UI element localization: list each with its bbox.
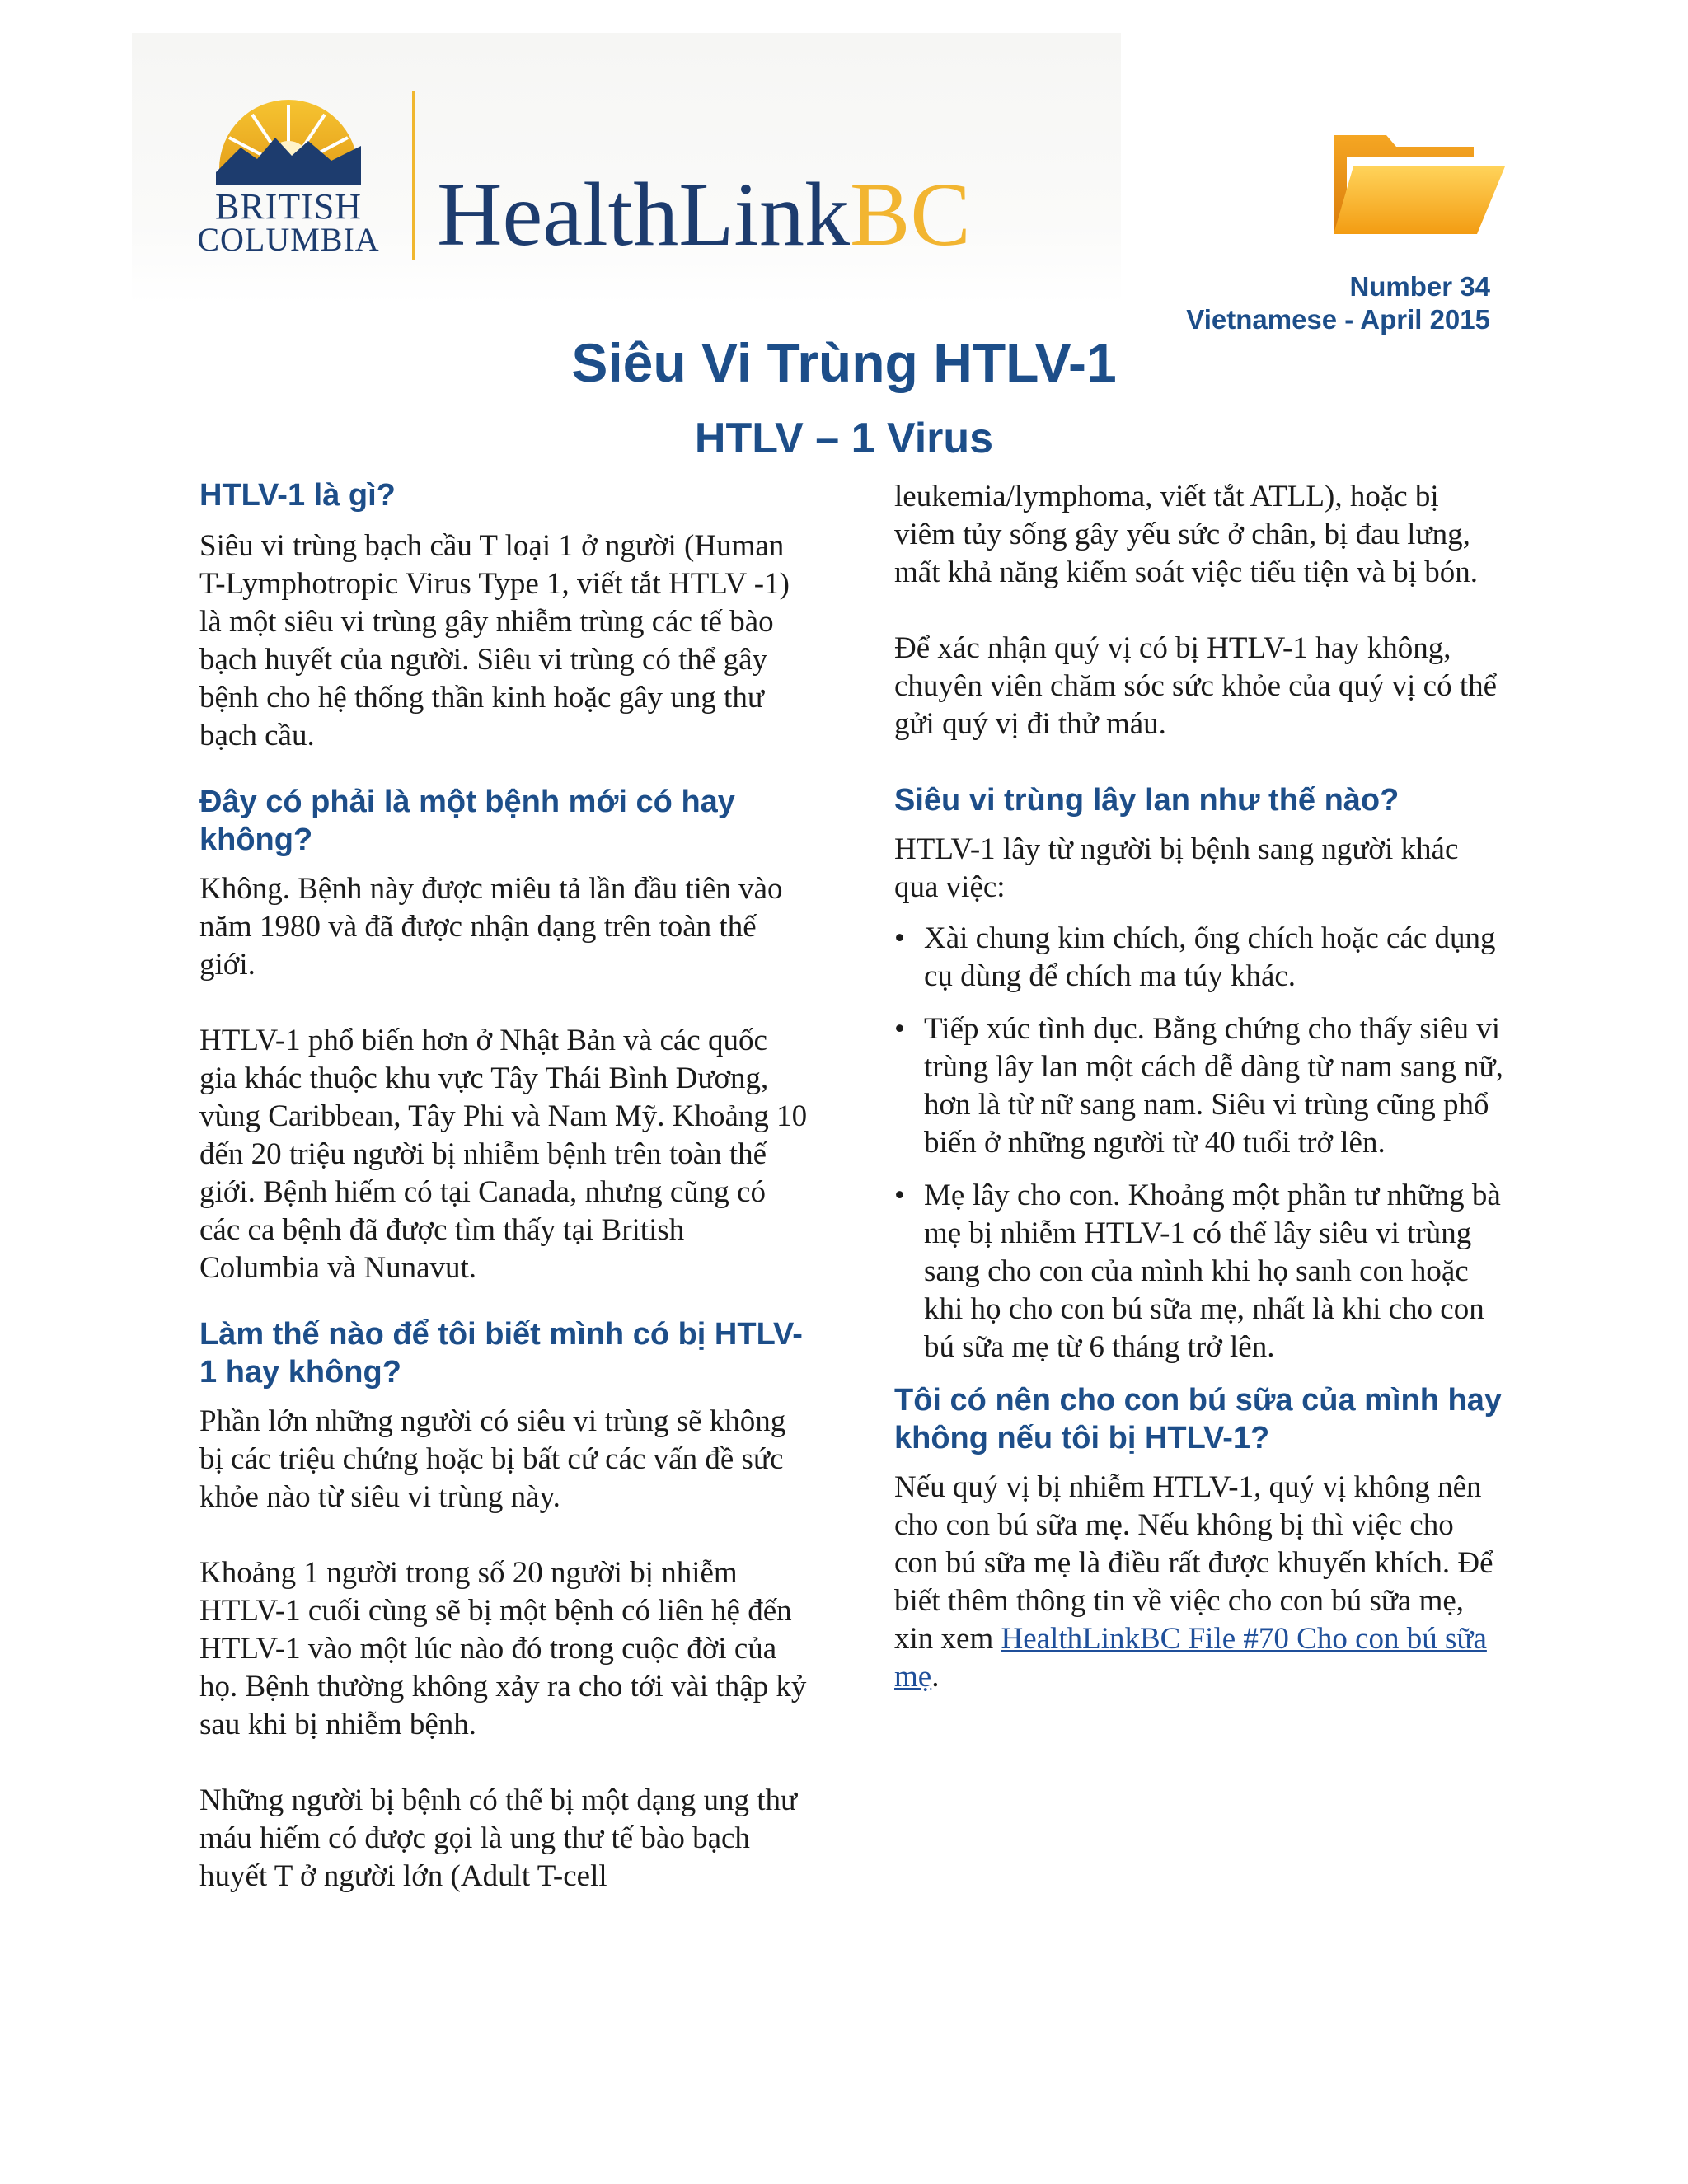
file-number: Number 34 — [1349, 271, 1490, 302]
list-item: • Xài chung kim chích, ống chích hoặc các dụng cụ dùng để chích ma túy khác. — [894, 920, 1504, 996]
spread-list — [894, 920, 1504, 1366]
heading-breastfeeding: Tôi có nên cho con bú sữa của mình hay không nếu tôi bị HTLV-1? — [894, 1383, 1502, 1455]
healthlinkbc-wordmark — [437, 164, 971, 265]
paragraph-breastfeeding — [894, 1469, 1504, 1696]
paragraph-not-new: Không. Bệnh này được miêu tả lần đầu tiên vào năm 1980 và đã được nhận dạng trên toàn thế giới. — [199, 872, 783, 982]
heading-is-it-new: Đây có phải là một bệnh mới có hay không? — [199, 785, 735, 857]
list-item: • Mẹ lây cho con. Khoảng một phần tư những bà mẹ bị nhiễm HTLV-1 có thể lây siêu vi trùng sang cho con của mình khi họ sanh con hoặc khi họ cho con bú sữa mẹ, nhất là khi cho con bú sữa mẹ từ 6 tháng trở lên. — [894, 1177, 1504, 1366]
language-date: Vietnamese - April 2015 — [1186, 304, 1490, 335]
paragraph-atll-continued: leukemia/lymphoma, viết tắt ATLL), hoặc bị viêm tủy sống gây yếu sức ở chân, bị đau lưng, mất khả năng kiểm soát việc tiểu tiện và bị bón. — [894, 480, 1478, 589]
british-columbia-logo — [190, 87, 387, 260]
right-column — [894, 478, 1504, 1734]
heading-how-do-i-know: Làm thế nào để tôi biết mình có bị HTLV-1 hay không? — [199, 1317, 803, 1390]
folder-icon — [1329, 124, 1510, 243]
paragraph-what-is: Siêu vi trùng bạch cầu T loại 1 ở người (Human T-Lymphotropic Virus Type 1, viết tắt HTLV -1) là một siêu vi trùng gây nhiễm trùng các tế bào bạch huyết của người. Siêu vi trùng có thể gây bệnh cho hệ thống thần kinh hoặc gây ung thư bạch cầu. — [199, 529, 790, 752]
page-subtitle: HTLV – 1 Virus — [694, 415, 994, 462]
logo-divider — [412, 91, 415, 260]
paragraph-blood-test: Để xác nhận quý vị có bị HTLV-1 hay không, chuyên viên chăm sóc sức khỏe của quý vị có thể gửi quý vị đi thử máu. — [894, 631, 1498, 741]
breastfeeding-file-link[interactable]: HealthLinkBC File #70 Cho con bú sữa mẹ — [894, 1622, 1487, 1694]
paragraph-atll-start: Những người bị bệnh có thể bị một dạng ung thư máu hiếm có được gọi là ung thư tế bào bạch huyết T ở người lớn (Adult T-cell — [199, 1783, 798, 1893]
logo-text-british: BRITISH — [214, 186, 363, 227]
paragraph-one-in-twenty: Khoảng 1 người trong số 20 người bị nhiễm HTLV-1 cuối cùng sẽ bị một bệnh có liên hệ đến HTLV-1 vào một lúc nào đó trong cuộc đời của họ. Bệnh thường không xảy ra cho tới vài thập kỷ sau khi bị nhiễm bệnh. — [199, 1556, 807, 1741]
document-meta — [1186, 270, 1490, 336]
brand-suffix: BC — [849, 164, 971, 265]
logo-text-columbia: COLUMBIA — [197, 221, 380, 258]
breastfeeding-end: . — [931, 1660, 940, 1694]
left-column — [199, 476, 809, 1933]
breastfeeding-text: Nếu quý vị bị nhiễm HTLV-1, quý vị không nên cho con bú sữa mẹ. Nếu không bị thì việc cho con bú sữa mẹ là điều rất được khuyến khích. Để biết thêm thông tin về việc cho con bú sữa mẹ, xin xem — [894, 1470, 1493, 1656]
list-item: • Tiếp xúc tình dục. Bằng chứng cho thấy siêu vi trùng lây lan một cách dễ dàng từ nam sang nữ, hơn là từ nữ sang nam. Siêu vi trùng cũng phổ biến ở những người từ 40 tuổi trở lên. — [894, 1010, 1504, 1162]
brand-main: HealthLink — [437, 164, 850, 265]
paragraph-no-symptoms: Phần lớn những người có siêu vi trùng sẽ không bị các triệu chứng hoặc bị bất cứ các vấn đề sức khỏe nào từ siêu vi trùng này. — [199, 1404, 786, 1514]
bc-sun-mountains-icon — [216, 87, 361, 185]
heading-what-is-htlv1: HTLV-1 là gì? — [199, 478, 396, 513]
heading-how-spread: Siêu vi trùng lây lan như thế nào? — [894, 783, 1400, 818]
paragraph-prevalence: HTLV-1 phổ biến hơn ở Nhật Bản và các quốc gia khác thuộc khu vực Tây Thái Bình Dương, vùng Caribbean, Tây Phi và Nam Mỹ. Khoảng 10 đến 20 triệu người bị nhiễm bệnh trên toàn thế giới. Bệnh hiếm có tại Canada, nhưng cũng có các ca bệnh đã được tìm thấy tại British Columbia và Nunavut. — [199, 1024, 808, 1285]
paragraph-spread-intro: HTLV-1 lây từ người bị bệnh sang người khác qua việc: — [894, 832, 1459, 904]
page-title: Siêu Vi Trùng HTLV-1 — [571, 332, 1117, 393]
